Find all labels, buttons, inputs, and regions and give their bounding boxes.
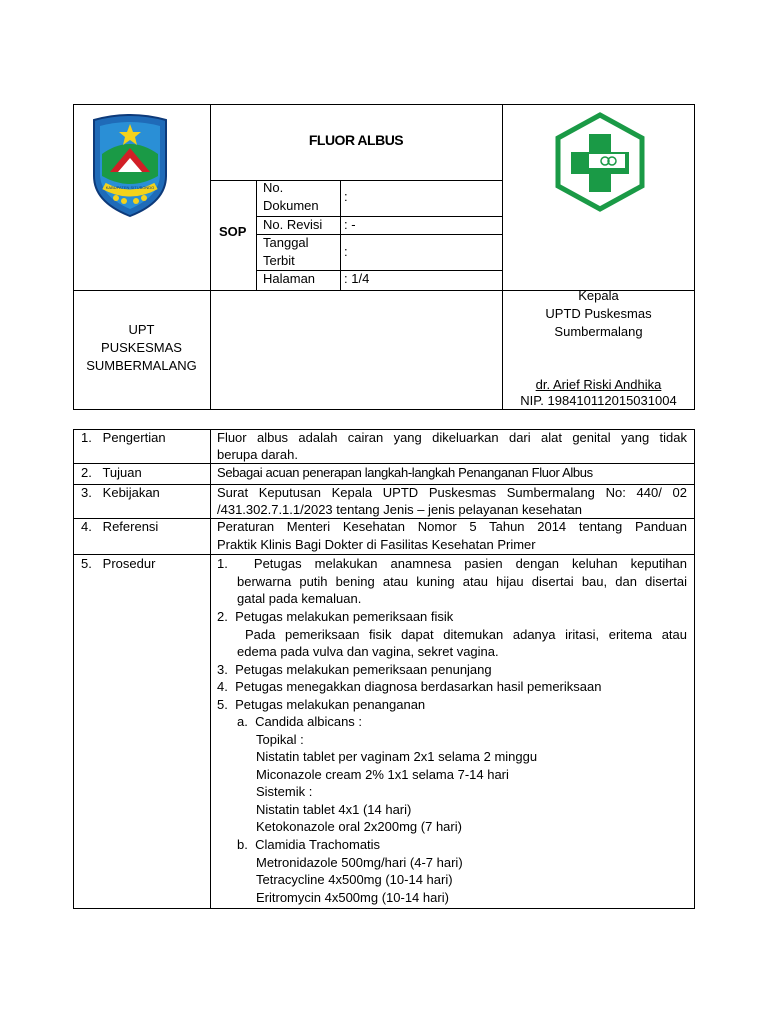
- pengertian-text-2: berupa darah.: [217, 447, 298, 462]
- org-name-line1: UPT: [128, 322, 155, 337]
- procedure-5a-drug-1: Nistatin tablet per vaginam 2x1 selama 2 minggu: [256, 749, 538, 764]
- row-label-pengertian: 1. Pengertian: [81, 430, 166, 445]
- referensi-text-1: Peraturan Menteri Kesehatan Nomor 5 Tahun 2014 tentang Panduan: [217, 519, 687, 534]
- procedure-step-4: 4. Petugas menegakkan diagnosa berdasarkan hasil pemeriksaan: [217, 679, 602, 694]
- regency-emblem-logo: [88, 114, 172, 218]
- org-name-line2: PUSKESMAS: [101, 340, 182, 355]
- field-label-no-dokumen-1: No.: [263, 180, 284, 195]
- document-title: FLUOR ALBUS: [308, 132, 404, 148]
- org-name-line3: SUMBERMALANG: [86, 358, 197, 373]
- field-value-halaman: : 1/4: [344, 271, 370, 286]
- procedure-5b-drug-3: Eritromycin 4x500mg (10-14 hari): [256, 890, 449, 905]
- procedure-5a-heading: a. Candida albicans :: [237, 714, 363, 729]
- procedure-step-1-line1: 1. Petugas melakukan anamnesa pasien dengan keluhan keputihan: [217, 556, 687, 571]
- procedure-step-5: 5. Petugas melakukan penanganan: [217, 697, 426, 712]
- puskesmas-cross-logo: [553, 112, 647, 212]
- row-label-referensi: 4. Referensi: [81, 519, 159, 534]
- field-label-no-revisi: No. Revisi: [263, 217, 323, 232]
- sign-title-line1: Kepala: [578, 288, 619, 303]
- procedure-5b-heading: b. Clamidia Trachomatis: [237, 837, 381, 852]
- field-value-no-revisi: : -: [344, 217, 356, 232]
- svg-text:KABUPATEN SITUBONDO: KABUPATEN SITUBONDO: [105, 185, 155, 190]
- tujuan-text: Sebagai acuan penerapan langkah-langkah Penanganan Fluor Albus: [217, 465, 593, 480]
- procedure-5a-drug-3: Nistatin tablet 4x1 (14 hari): [256, 802, 412, 817]
- row-label-tujuan: 2. Tujuan: [81, 465, 142, 480]
- field-value-no-dokumen: :: [344, 189, 348, 204]
- field-label-halaman: Halaman: [263, 271, 316, 286]
- row-label-kebijakan: 3. Kebijakan: [81, 485, 160, 500]
- procedure-step-1-line2: berwarna putih bening atau kuning atau hijau disertai bau, dan disertai: [237, 574, 687, 589]
- sign-name: dr. Arief Riski Andhika: [535, 377, 662, 392]
- procedure-5a-sistemik: Sistemik :: [256, 784, 313, 799]
- procedure-5a-drug-2: Miconazole cream 2% 1x1 selama 7-14 hari: [256, 767, 509, 782]
- sign-title-line3: Sumbermalang: [554, 324, 643, 339]
- procedure-5b-drug-2: Tetracycline 4x500mg (10-14 hari): [256, 872, 453, 887]
- row-label-prosedur: 5. Prosedur: [81, 556, 156, 571]
- procedure-step-2: 2. Petugas melakukan pemeriksaan fisik: [217, 609, 454, 624]
- sign-title-line2: UPTD Puskesmas: [545, 306, 652, 321]
- field-label-tanggal-1: Tanggal: [263, 235, 309, 250]
- procedure-5a-topikal: Topikal :: [256, 732, 304, 747]
- procedure-step-1-line3: gatal pada kemaluan.: [237, 591, 362, 606]
- procedure-step-2-detail-2: edema pada vulva dan vagina, sekret vagina.: [237, 644, 499, 659]
- kebijakan-text-1: Surat Keputusan Kepala UPTD Puskesmas Sumbermalang No: 440/ 02: [217, 485, 687, 500]
- field-label-tanggal-2: Terbit: [263, 253, 295, 268]
- referensi-text-2: Praktik Klinis Bagi Dokter di Fasilitas Kesehatan Primer: [217, 537, 536, 552]
- procedure-step-3: 3. Petugas melakukan pemeriksaan penunjang: [217, 662, 492, 677]
- procedure-step-2-detail-1: Pada pemeriksaan fisik dapat ditemukan adanya iritasi, eritema atau: [245, 627, 687, 642]
- sign-nip: NIP. 198410112015031004: [520, 393, 677, 408]
- procedure-5b-drug-1: Metronidazole 500mg/hari (4-7 hari): [256, 855, 463, 870]
- procedure-5a-drug-4: Ketokonazole oral 2x200mg (7 hari): [256, 819, 462, 834]
- kebijakan-text-2: /431.302.7.1.1/2023 tentang Jenis – jenis pelayanan kesehatan: [217, 502, 583, 517]
- field-value-tanggal: :: [344, 244, 348, 259]
- pengertian-text-1: Fluor albus adalah cairan yang dikeluarkan dari alat genital yang tidak: [217, 430, 687, 445]
- sop-label: SOP: [219, 224, 247, 239]
- field-label-no-dokumen-2: Dokumen: [263, 198, 319, 213]
